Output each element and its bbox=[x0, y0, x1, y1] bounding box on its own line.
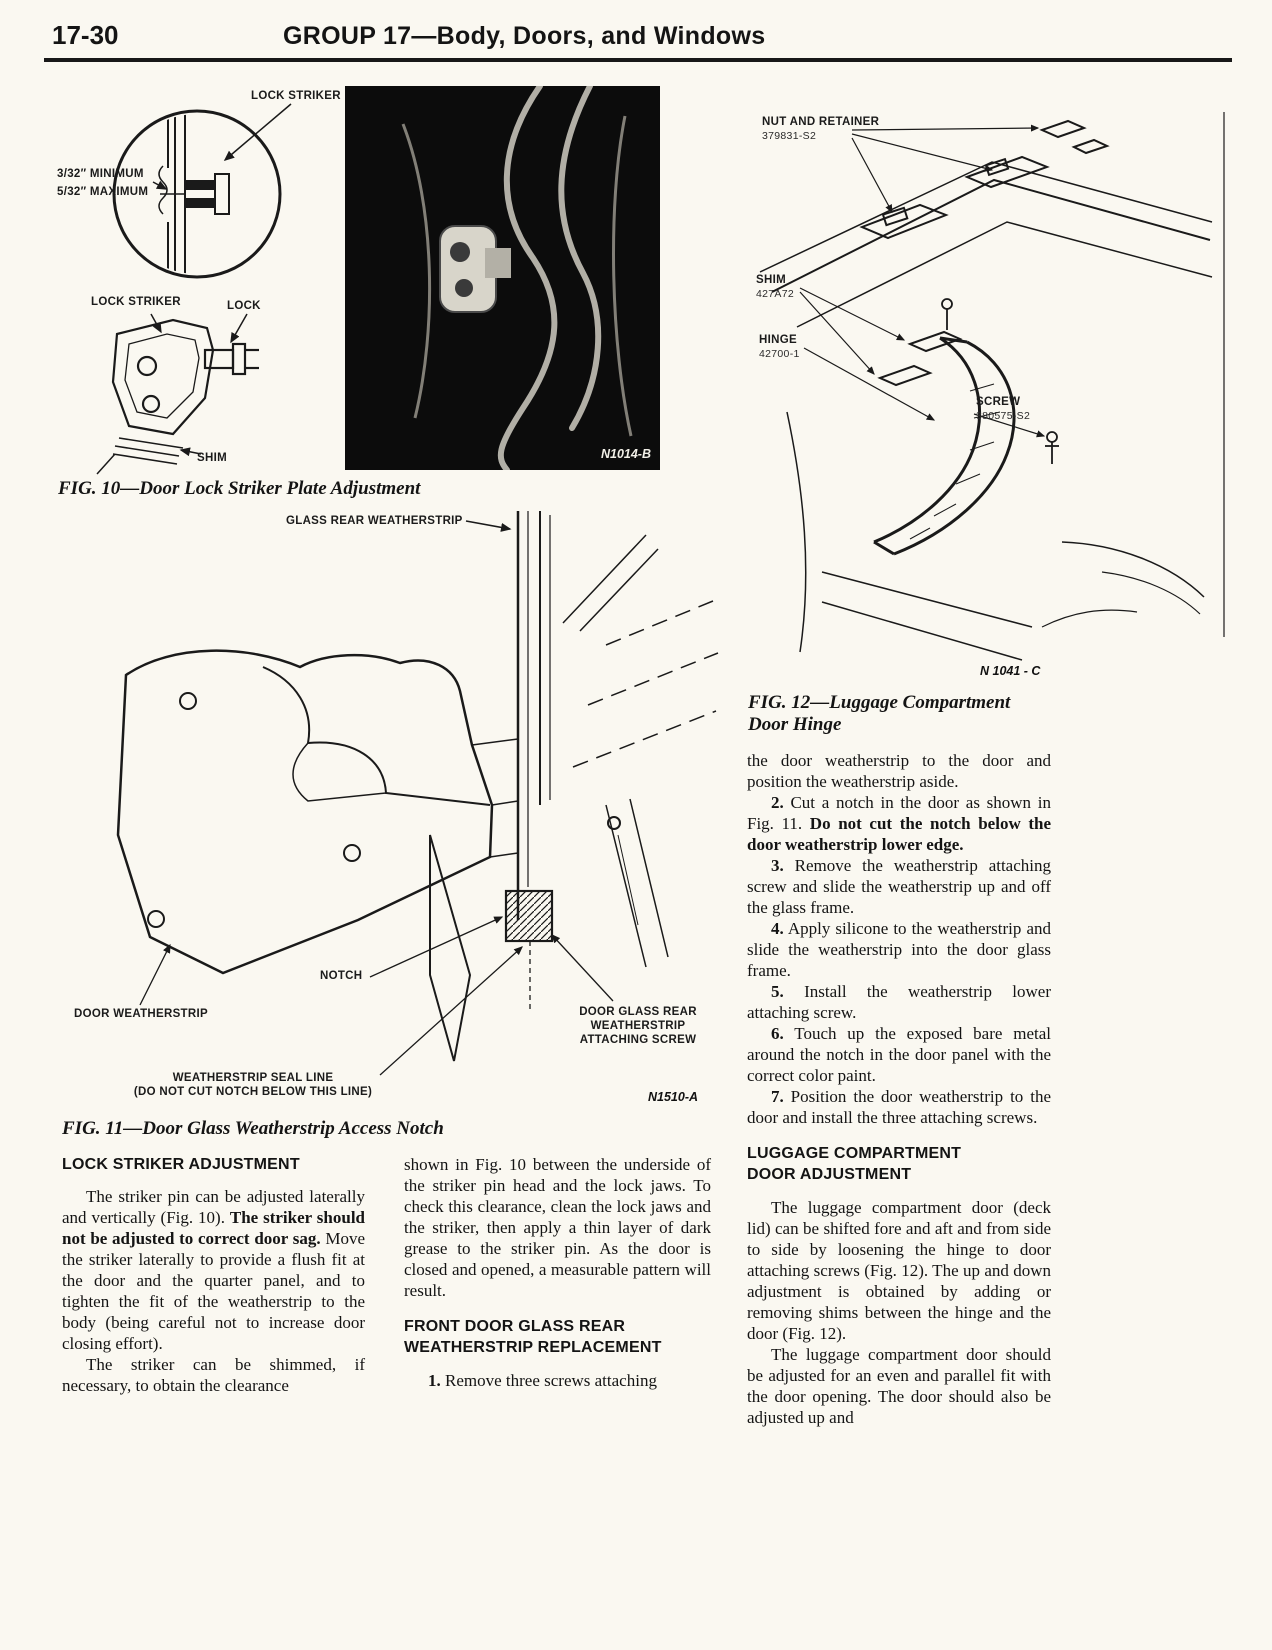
step-7 bbox=[747, 1086, 1051, 1128]
fig11-label-glass-rear-weatherstrip: GLASS REAR WEATHERSTRIP bbox=[286, 515, 463, 527]
fig12-part-shim: 427A72 bbox=[756, 288, 795, 300]
fig12-part-screw: 380575-S2 bbox=[976, 410, 1031, 422]
fig10-label-lock: LOCK bbox=[227, 300, 261, 312]
paragraph: the door weatherstrip to the door and position the weatherstrip aside. bbox=[747, 751, 1051, 791]
fig10-label-maximum: 5/32″ MAXIMUM bbox=[57, 186, 149, 198]
text-run: The striker pin can be adjusted laterally and vertically (Fig. 10). bbox=[62, 1187, 365, 1227]
fig11-label-seal-line bbox=[133, 1071, 373, 1099]
text-run: Move the striker laterally to provide a flush fit at the door and the quarter panel, and to tighten the fit of the weatherstrip to the body (being careful not to increase door closing effort). bbox=[62, 1229, 365, 1353]
step-number: 3. bbox=[771, 856, 784, 875]
figure-10 bbox=[55, 82, 365, 482]
step-6 bbox=[747, 1023, 1051, 1086]
text-run-bold: The striker should not be adjusted to correct door sag. bbox=[62, 1208, 365, 1248]
heading-line1: LUGGAGE COMPARTMENT bbox=[747, 1145, 962, 1162]
middle-column bbox=[404, 1154, 711, 1391]
step-text: Touch up the exposed bare metal around the notch in the door panel with the correct color paint. bbox=[747, 1024, 1051, 1085]
header-rule bbox=[44, 58, 1232, 62]
figure-12 bbox=[742, 92, 1229, 686]
photo-door-lock bbox=[345, 86, 660, 470]
step-number: 7. bbox=[771, 1087, 784, 1106]
step-number: 2. bbox=[771, 793, 784, 812]
fig10-line-art-drawing bbox=[55, 82, 365, 482]
fig11-label-attaching-screw-line2: WEATHERSTRIP bbox=[590, 1020, 686, 1032]
fig12-part-nut-retainer: 379831-S2 bbox=[762, 130, 817, 142]
paragraph: shown in Fig. 10 between the underside of the striker pin head and the lock jaws. To check this clearance, clean the lock jaws and the striker, then apply a thin layer of dark grease to the striker pin. As the door is closed and opened, a measurable pattern will result. bbox=[404, 1155, 711, 1300]
heading-front-door-glass-rear-weatherstrip bbox=[404, 1316, 711, 1358]
heading-lock-striker-adjustment: LOCK STRIKER ADJUSTMENT bbox=[62, 1156, 300, 1173]
fig11-label-notch: NOTCH bbox=[320, 970, 363, 982]
paragraph: The luggage compartment door should be adjusted for an even and parallel fit with the door opening. The door should also be adjusted up and bbox=[747, 1345, 1051, 1427]
fig10-label-minimum: 3/32″ MINIMUM bbox=[57, 168, 144, 180]
step-4 bbox=[747, 918, 1051, 981]
step-number: 4. bbox=[771, 919, 784, 938]
fig12-part-hinge: 42700-1 bbox=[759, 348, 800, 360]
fig11-label-attaching-screw bbox=[558, 1005, 718, 1047]
step-number: 1. bbox=[428, 1371, 441, 1390]
fig12-label-shim: SHIM bbox=[756, 274, 786, 286]
step-text: Apply silicone to the weatherstrip and slide the weatherstrip into the door glass frame. bbox=[747, 919, 1051, 980]
fig12-line-art-drawing bbox=[742, 92, 1229, 686]
fig11-label-seal-line1: WEATHERSTRIP SEAL LINE bbox=[172, 1072, 334, 1084]
step-1 bbox=[404, 1370, 711, 1391]
fig11-label-door-weatherstrip: DOOR WEATHERSTRIP bbox=[74, 1008, 208, 1020]
step-5 bbox=[747, 981, 1051, 1023]
step-text: Cut a notch in the door as shown in Fig. 11. bbox=[747, 793, 1051, 833]
fig12-label-hinge: HINGE bbox=[759, 334, 797, 346]
page-number: 17-30 bbox=[52, 20, 119, 50]
step-text: Remove three screws attaching bbox=[440, 1371, 657, 1390]
heading-line2: WEATHERSTRIP REPLACEMENT bbox=[404, 1339, 662, 1356]
heading-line1: FRONT DOOR GLASS REAR bbox=[404, 1318, 626, 1335]
fig12-caption bbox=[748, 692, 1010, 736]
step-2 bbox=[747, 792, 1051, 855]
photo-ref-code: N1014-B bbox=[600, 447, 651, 461]
fig11-label-attaching-screw-line1: DOOR GLASS REAR bbox=[579, 1006, 697, 1018]
fig10-label-lock-striker-top: LOCK STRIKER bbox=[251, 90, 341, 102]
figure-11 bbox=[58, 505, 723, 1113]
fig12-label-screw: SCREW bbox=[976, 396, 1021, 408]
heading-luggage-compartment-door-adjustment bbox=[747, 1143, 1051, 1185]
fig12-caption-line2: Door Hinge bbox=[748, 714, 842, 735]
fig12-label-nut-retainer: NUT AND RETAINER bbox=[762, 116, 880, 128]
paragraph bbox=[62, 1186, 365, 1354]
fig12-caption-line1: FIG. 12—Luggage Compartment bbox=[748, 692, 1011, 713]
step-number: 6. bbox=[771, 1024, 784, 1043]
paragraph: The striker can be shimmed, if necessary, to obtain the clearance bbox=[62, 1355, 365, 1395]
fig10-label-shim: SHIM bbox=[197, 452, 227, 464]
fig10-label-lock-striker-left: LOCK STRIKER bbox=[91, 296, 181, 308]
fig11-label-seal-line2: (DO NOT CUT NOTCH BELOW THIS LINE) bbox=[133, 1086, 373, 1098]
page-title: GROUP 17—Body, Doors, and Windows bbox=[283, 22, 766, 50]
step-3 bbox=[747, 855, 1051, 918]
right-column bbox=[747, 750, 1051, 1428]
step-text: Position the door weatherstrip to the door and install the three attaching screws. bbox=[747, 1087, 1051, 1127]
paragraph: The luggage compartment door (deck lid) can be shifted fore and aft and from side to side by loosening the hinge to door attaching screws (Fig. 12). The up and down adjustment is obtained by adding or removing shims between the hinge and the door (Fig. 12). bbox=[747, 1198, 1051, 1343]
step-text: Remove the weatherstrip attaching screw and slide the weatherstrip up and off the glass frame. bbox=[747, 856, 1051, 917]
step-number: 5. bbox=[771, 982, 784, 1001]
fig11-caption: FIG. 11—Door Glass Weatherstrip Access Notch bbox=[62, 1118, 444, 1139]
heading-line2: DOOR ADJUSTMENT bbox=[747, 1166, 912, 1183]
fig10-caption: FIG. 10—Door Lock Striker Plate Adjustment bbox=[58, 478, 421, 499]
step-text-bold: Do not cut the notch below the door weatherstrip lower edge. bbox=[747, 814, 1052, 854]
fig11-ref-code: N1510-A bbox=[648, 1090, 699, 1104]
fig12-ref-code: N 1041 - C bbox=[980, 664, 1041, 678]
step-text: Install the weatherstrip lower attaching screw. bbox=[747, 982, 1051, 1022]
fig11-label-attaching-screw-line3: ATTACHING SCREW bbox=[579, 1034, 697, 1046]
photo-content-drawing bbox=[345, 86, 660, 470]
left-column bbox=[62, 1154, 365, 1396]
